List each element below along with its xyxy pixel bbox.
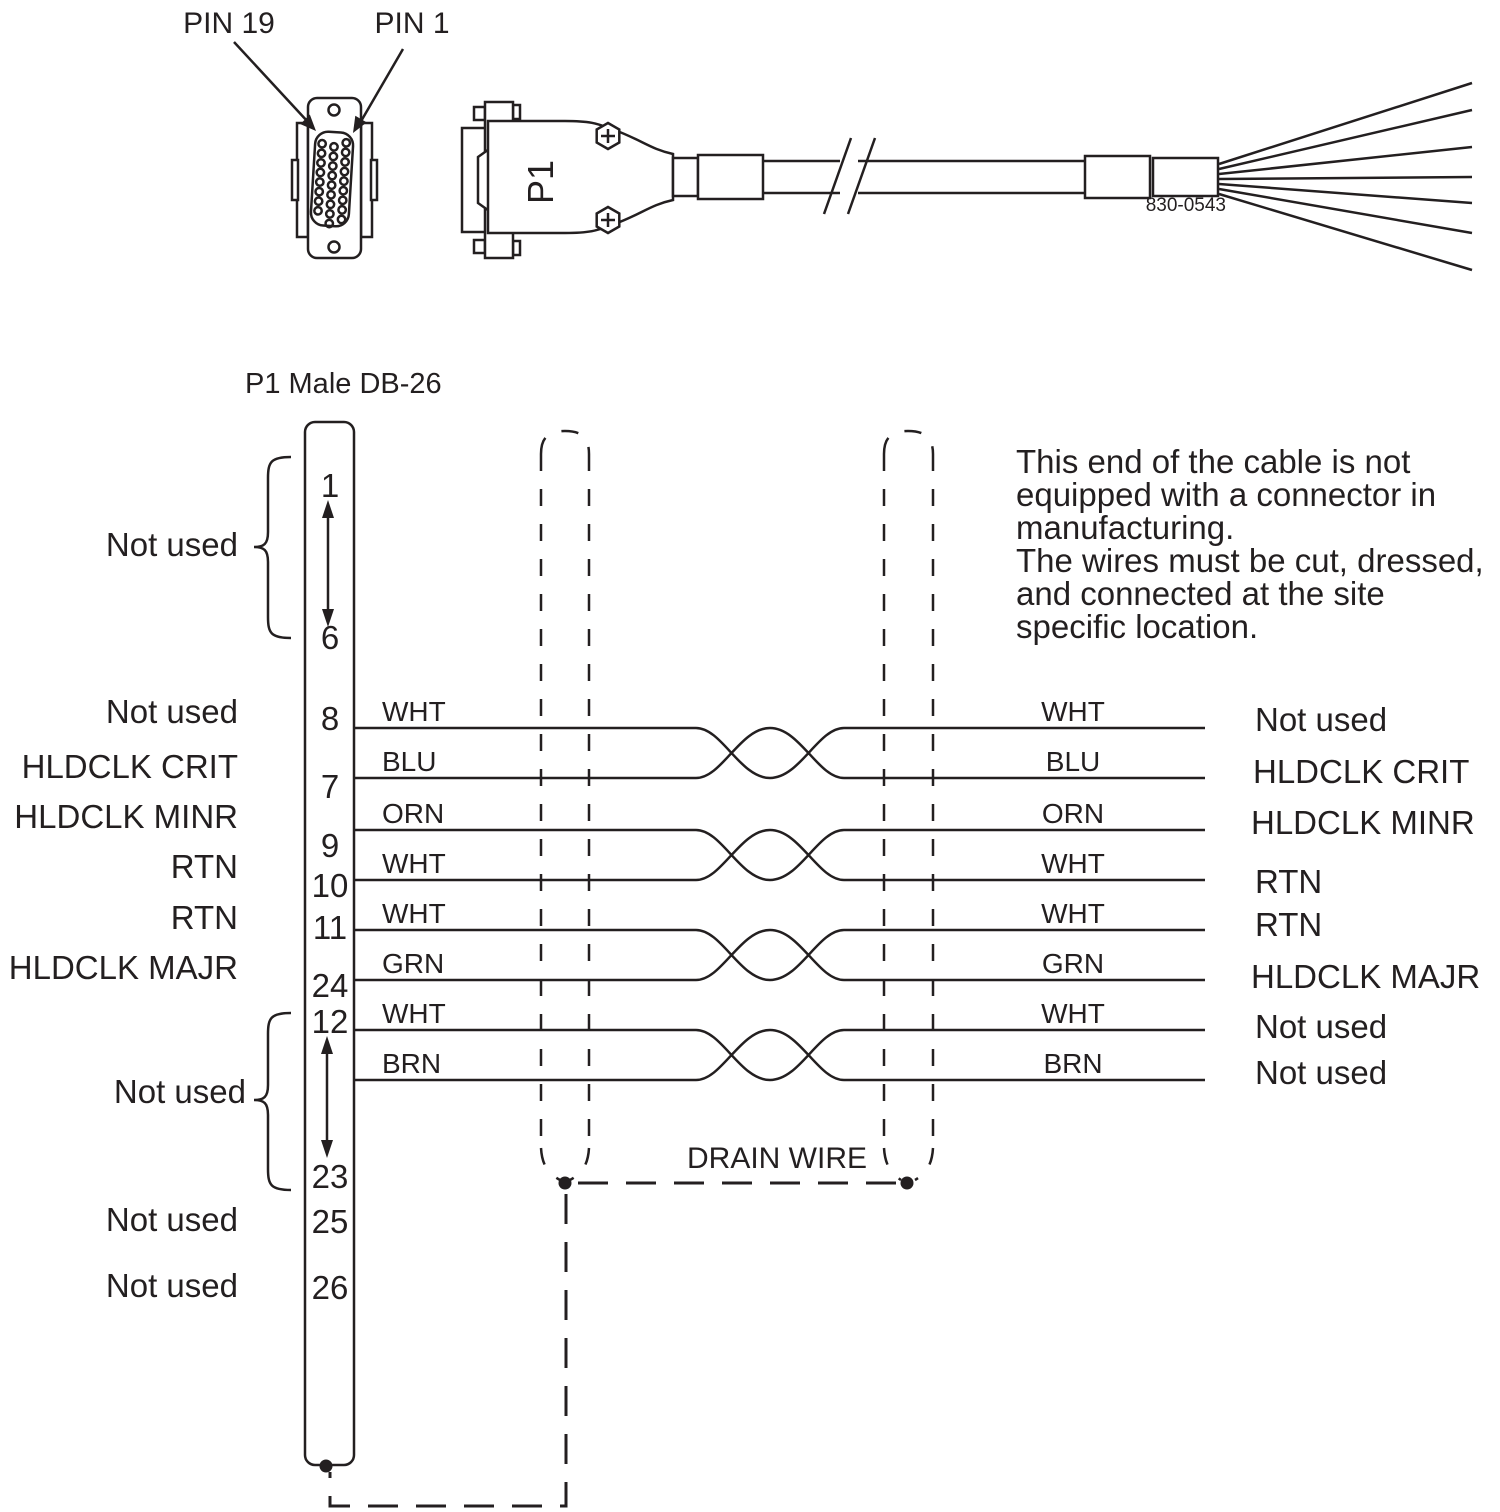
pin19-leader-line bbox=[234, 42, 308, 122]
wire-color-label: GRN bbox=[1041, 948, 1105, 979]
wire-color-label: ORN bbox=[382, 798, 445, 829]
signal-label: HLDCLK MINR bbox=[14, 798, 238, 835]
note-line: and connected at the site bbox=[1016, 575, 1385, 612]
drain-wire bbox=[320, 1142, 914, 1506]
wiring-title: P1 Male DB-26 bbox=[245, 368, 442, 400]
cable-neck bbox=[673, 158, 698, 196]
wire-color-label: BRN bbox=[382, 1048, 442, 1079]
face-left-tab bbox=[292, 160, 298, 200]
signal-label: Not used bbox=[105, 1267, 238, 1304]
shield-left bbox=[541, 431, 589, 1180]
pin-number: 25 bbox=[311, 1203, 349, 1240]
pin-number: 7 bbox=[320, 768, 340, 805]
pin-number: 10 bbox=[311, 867, 349, 904]
pin-number: 1 bbox=[320, 467, 340, 504]
signal-label: Not used bbox=[1255, 1008, 1388, 1045]
signal-label: Not used bbox=[105, 693, 238, 730]
p1-shell-body bbox=[488, 121, 673, 233]
part-number-label: 830-0543 bbox=[1145, 195, 1226, 216]
brace-pins-1-6 bbox=[254, 457, 291, 638]
shell-ground-dot bbox=[320, 1460, 333, 1473]
cable-ferrule bbox=[698, 155, 763, 199]
drain-to-shell-route bbox=[330, 1194, 566, 1506]
wire-color-label: WHT bbox=[1041, 696, 1105, 727]
cable-sleeve-1 bbox=[1085, 156, 1150, 198]
note-line: equipped with a connector in bbox=[1016, 476, 1437, 513]
wire-color-label: WHT bbox=[382, 848, 446, 879]
wire-color-label: WHT bbox=[382, 898, 446, 929]
shield-right-arc bbox=[884, 431, 933, 454]
pin-number: 8 bbox=[320, 700, 340, 737]
pin-number: 23 bbox=[311, 1158, 349, 1195]
wire-color-label: GRN bbox=[382, 948, 445, 979]
pin-number: 11 bbox=[312, 909, 348, 946]
right-signal-labels bbox=[1251, 701, 1480, 1091]
signal-label: RTN bbox=[1255, 863, 1323, 900]
cable-assembly-figure bbox=[462, 83, 1472, 270]
pin-number: 24 bbox=[311, 967, 349, 1004]
pin1-label: PIN 1 bbox=[374, 7, 450, 40]
wire-color-label: BLU bbox=[382, 746, 437, 777]
shield-right-foot-b bbox=[915, 1148, 933, 1180]
face-right-tab bbox=[371, 160, 377, 200]
wire-color-label: WHT bbox=[382, 998, 446, 1029]
wire-color-label: WHT bbox=[1041, 998, 1105, 1029]
signal-label: HLDCLK CRIT bbox=[21, 748, 238, 785]
pin-number: 12 bbox=[311, 1003, 349, 1040]
p1-top-nub-left bbox=[474, 107, 485, 120]
cable-run bbox=[763, 161, 1085, 193]
shield-left-arc bbox=[541, 431, 589, 454]
cable-break-icon bbox=[824, 138, 875, 214]
p1-bottom-nub-left bbox=[474, 240, 485, 253]
wiring-diagram bbox=[9, 368, 1484, 1506]
signal-label: HLDCLK MAJR bbox=[8, 949, 238, 986]
cable-sleeve-2 bbox=[1153, 158, 1218, 196]
drain-junction-dot-left bbox=[559, 1177, 572, 1190]
right-wire-color-labels bbox=[1041, 696, 1105, 1079]
brace-pins-12-23 bbox=[254, 1013, 291, 1190]
signal-label: HLDCLK CRIT bbox=[1253, 753, 1470, 790]
wire-color-label: ORN bbox=[1041, 798, 1105, 829]
left-signal-labels bbox=[9, 526, 246, 1304]
pin-number: 6 bbox=[320, 619, 340, 656]
pin-number: 9 bbox=[320, 827, 340, 864]
p1-screw-bottom bbox=[597, 207, 620, 233]
p1-screw-top bbox=[597, 123, 620, 149]
wire-fanout bbox=[1219, 83, 1472, 270]
pin-field bbox=[310, 131, 354, 228]
signal-label: HLDCLK MINR bbox=[1251, 804, 1475, 841]
wire-color-label: BRN bbox=[1043, 1048, 1103, 1079]
pin-number: 26 bbox=[311, 1269, 349, 1306]
shield-right bbox=[884, 431, 933, 1180]
p1-connector-label: P1 bbox=[520, 159, 561, 205]
shield-left-foot-b bbox=[570, 1148, 589, 1180]
signal-label: RTN bbox=[1255, 906, 1323, 943]
note-line: The wires must be cut, dressed, bbox=[1016, 542, 1484, 579]
note-line: specific location. bbox=[1016, 608, 1259, 645]
face-screw-hole-top bbox=[329, 105, 340, 116]
signal-label: Not used bbox=[105, 526, 238, 563]
signal-label: RTN bbox=[170, 848, 238, 885]
signal-label: Not used bbox=[105, 1201, 238, 1238]
note-line: manufacturing. bbox=[1016, 509, 1235, 546]
shield-right-foot-a bbox=[884, 1148, 901, 1180]
wire-color-label: BLU bbox=[1045, 746, 1101, 777]
left-wire-color-labels bbox=[382, 696, 446, 1079]
wire-color-label: WHT bbox=[1041, 898, 1105, 929]
signal-label: Not used bbox=[1255, 1054, 1388, 1091]
manufacturing-note bbox=[1016, 443, 1484, 645]
connector-face-figure bbox=[183, 7, 449, 258]
pin19-label: PIN 19 bbox=[183, 7, 275, 40]
signal-label: HLDCLK MAJR bbox=[1251, 958, 1481, 995]
wire-color-label: WHT bbox=[1041, 848, 1105, 879]
signal-label: Not used bbox=[113, 1073, 246, 1110]
shield-left-foot-a bbox=[541, 1148, 560, 1180]
wire-color-label: WHT bbox=[382, 696, 446, 727]
drain-wire-label: DRAIN WIRE bbox=[687, 1142, 867, 1175]
signal-label: Not used bbox=[1255, 701, 1388, 738]
pin1-leader-line bbox=[360, 49, 403, 123]
drain-junction-dot-right bbox=[901, 1177, 914, 1190]
note-line: This end of the cable is not bbox=[1016, 443, 1411, 480]
signal-label: RTN bbox=[170, 899, 238, 936]
face-screw-hole-bottom bbox=[329, 242, 340, 253]
